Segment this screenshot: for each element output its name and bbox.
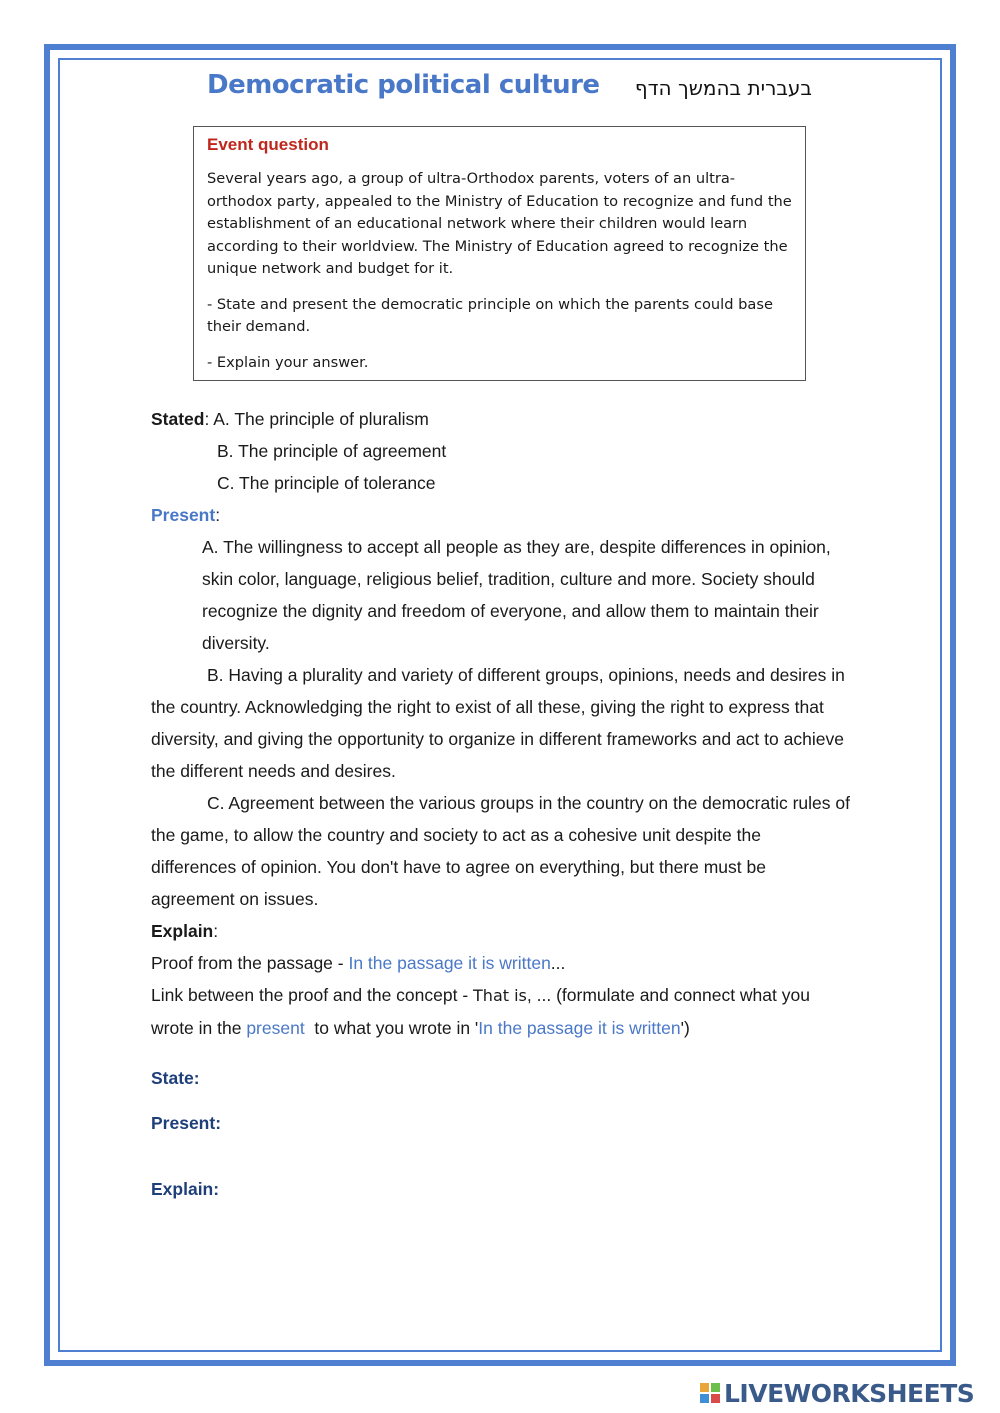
present-answer-label: Present: — [151, 1113, 222, 1133]
present-line: Present: — [151, 505, 221, 525]
logo-grid-icon — [700, 1383, 720, 1403]
link-quote: In the passage it is written — [478, 1018, 681, 1038]
proof-line — [151, 947, 851, 979]
explain-answer-label: Explain: — [151, 1179, 220, 1199]
link-line — [151, 979, 851, 1044]
answer-content — [151, 403, 851, 1044]
liveworksheets-logo — [700, 1378, 974, 1408]
stated-item: A. The principle of pluralism — [213, 409, 429, 429]
stated-line: Stated: A. The principle of pluralism — [151, 409, 429, 429]
page-title: Democratic political culture — [207, 70, 600, 100]
explain-line: Explain: — [151, 921, 219, 941]
stated-label: Stated — [151, 409, 205, 429]
event-question-explain: - Explain your answer. — [207, 353, 369, 371]
event-question-heading: Event question — [207, 135, 329, 154]
link-prefix: Link between the proof and the concept - — [151, 985, 474, 1005]
present-paragraph-text: A. The willingness to accept all people as they are, despite differences in opinion, skin color, language, religious belief, tradition, culture and more. Society should recognize the dignity and freedom of everyone, and allow them to maintain their diversity. — [202, 537, 831, 653]
hebrew-note: בעברית בהמשך הדף — [634, 76, 812, 100]
present-paragraph — [151, 531, 851, 659]
proof-prefix: Proof from the passage - — [151, 953, 349, 973]
present-paragraph: C. Agreement between the various groups in the country on the democratic rules of the game, to allow the country and society to act as a cohesive unit despite the differences of opinion. You don't have to agree on everything, but there must be agreement on issues. — [151, 793, 850, 909]
present-label: Present — [151, 505, 216, 525]
link-present-word: present — [246, 1018, 305, 1038]
event-question-task: - State and present the democratic principle on which the parents could base their demand. — [207, 295, 773, 335]
event-question-box — [193, 126, 806, 381]
link-that-is: That is — [473, 986, 527, 1005]
link-after: to what you wrote in ' — [304, 1018, 479, 1038]
link-middle: , ... (formulate and connect what you wrote in the — [151, 985, 810, 1038]
present-paragraph: B. Having a plurality and variety of different groups, opinions, needs and desires in the country. Acknowledging the right to exist of all these, giving the right to express that diversity, and giving the opportunity to organize in different frameworks and act to achieve the different needs and desires. — [151, 665, 845, 781]
stated-item: B. The principle of agreement — [217, 441, 447, 461]
state-answer-label: State: — [151, 1068, 200, 1088]
stated-item: C. The principle of tolerance — [217, 473, 436, 493]
proof-suffix: ... — [550, 953, 566, 973]
proof-phrase: In the passage it is written — [348, 953, 551, 973]
link-end: ') — [680, 1018, 690, 1038]
event-question-text: Several years ago, a group of ultra-Orthodox parents, voters of an ultra-orthodox party, appealed to the Ministry of Education to recognize and fund the establishment of an educational network where their children would learn according to their worldview. The Ministry of Education agreed to recognize the unique network and budget for it. — [207, 170, 792, 277]
explain-label: Explain — [151, 921, 214, 941]
logo-text: LIVEWORKSHEETS — [724, 1378, 975, 1408]
